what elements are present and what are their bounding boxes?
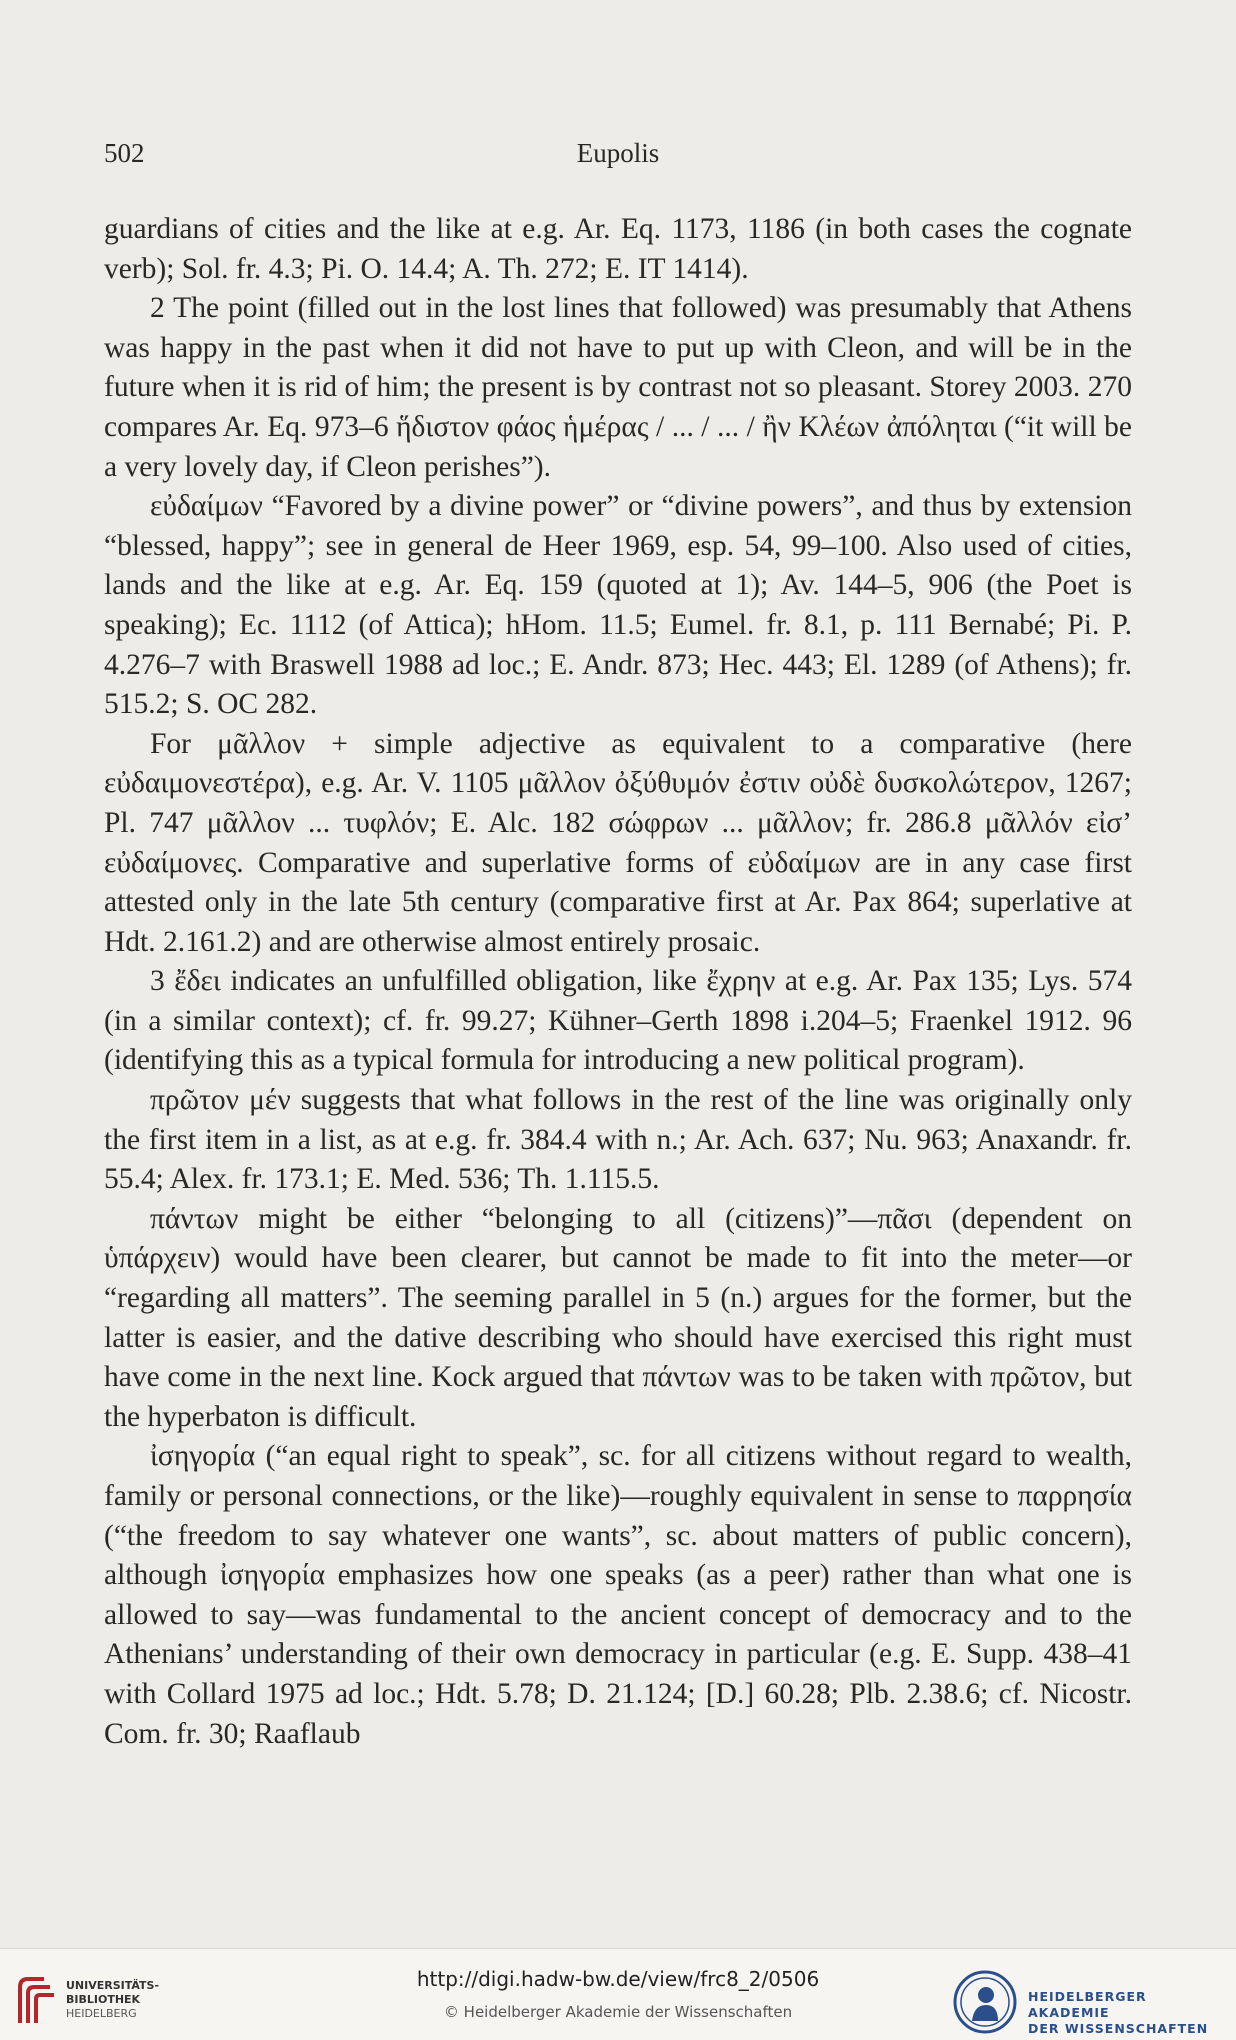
source-url-link[interactable]: http://digi.hadw-bw.de/view/frc8_2/0506 — [416, 1967, 820, 1991]
academy-name: HEIDELBERGER AKADEMIE DER WISSENSCHAFTEN — [1028, 1989, 1209, 2036]
running-title: Eupolis — [576, 138, 660, 168]
copyright-notice: © Heidelberger Akademie der Wissenschaften — [443, 2003, 793, 2021]
page-header — [104, 138, 1132, 178]
paragraph: 3 ἔδει indicates an unfulfilled obligation, like ἔχρην at e.g. Ar. Pax 135; Lys. 574 (in a similar context); cf. fr. 99.27; Kühner–Gerth 1898 i.204–5; Fraenkel 1912. 96 (identifying this as a typical formula for introducing a new political program). — [104, 965, 1132, 1077]
paragraph: 2 The point (filled out in the lost lines that followed) was presumably that Athens was happy in the past when it did not have to put up with Cleon, and will be in the future when it is rid of him; the present is by contrast not so pleasant. Storey 2003. 270 compares Ar. Eq. 973–6 ἥδιστον φάος ἡμέρας / ... / ... / ἢν Κλέων ἀπόληται (“it will be a very lovely day, if Cleon perishes”). — [104, 292, 1132, 483]
academy-logo[interactable] — [952, 1969, 1222, 2035]
paragraph: ἰσηγορία (“an equal right to speak”, sc. for all citizens without regard to wealth, family or personal connections, or the like)—roughly equivalent in sense to παρρησία (“the freedom to say whatever one wants”, sc. about matters of public concern), although ἰσηγορία emphasizes how one speaks (as a peer) rather than what one is allowed to say—was fundamental to the ancient concept of democracy and to the Athenians’ understanding of their own democracy in particular (e.g. E. Supp. 438–41 with Collard 1975 ad loc.; Hdt. 5.78; D. 21.124; [D.] 60.28; Plb. 2.38.6; cf. Nicostr. Com. fr. 30; Raaflaub — [104, 1440, 1132, 1750]
library-name: UNIVERSITÄTS- BIBLIOTHEK HEIDELBERG — [66, 1979, 160, 2020]
paragraph: For μᾶλλον + simple adjective as equivalent to a comparative (here εὐδαιμονεστέρα), e.g. Ar. V. 1105 μᾶλλον ὀξύθυμόν ἐστιν οὐδὲ δυσκολώτερον, 1267; Pl. 747 μᾶλλον ... τυφλόν; E. Alc. 182 σώφρων ... μᾶλλον; fr. 286.8 μᾶλλόν εἰσ’ εὐδαίμονες. Comparative and superlative forms of εὐδαίμων are in any case first attested only in the late 5th century (comparative first at Ar. Pax 864; superlative at Hdt. 2.161.2) and are otherwise almost entirely prosaic. — [104, 727, 1132, 958]
page-number: 502 — [104, 138, 145, 168]
academy-seal-icon — [952, 1969, 1018, 2035]
footer-bar — [0, 1948, 1236, 2040]
paragraph: πρῶτον μέν suggests that what follows in the rest of the line was originally only the first item in a list, as at e.g. fr. 384.4 with n.; Ar. Ach. 637; Nu. 963; Anaxandr. fr. 55.4; Alex. fr. 173.1; E. Med. 536; Th. 1.115.5. — [104, 1084, 1132, 1196]
commentary-body — [104, 210, 1132, 1754]
paragraph: εὐδαίμων “Favored by a divine power” or “divine powers”, and thus by extension “blessed, happy”; see in general de Heer 1969, esp. 54, 99–100. Also used of cities, lands and the like at e.g. Ar. Eq. 159 (quoted at 1); Av. 144–5, 906 (the Poet is speaking); Ec. 1112 (of Attica); hHom. 11.5; Eumel. fr. 8.1, p. 111 Bernabé; Pi. P. 4.276–7 with Braswell 1988 ad loc.; E. Andr. 873; Hec. 443; El. 1289 (of Athens); fr. 515.2; S. OC 282. — [104, 490, 1132, 721]
paragraph: πάντων might be either “belonging to all (citizens)”—πᾶσι (dependent on ὑπάρχειν) would have been clearer, but cannot be made to fit into the meter—or “regarding all matters”. The seeming parallel in 5 (n.) argues for the former, but the latter is easier, and the dative describing who should have exercised this right must have come in the next line. Kock argued that πάντων was to be taken with πρῶτον, but the hyperbaton is difficult. — [104, 1202, 1132, 1433]
paragraph: guardians of cities and the like at e.g. Ar. Eq. 1173, 1186 (in both cases the cognate verb); Sol. fr. 4.3; Pi. O. 14.4; A. Th. 272; E. IT 1414). — [104, 213, 1132, 285]
